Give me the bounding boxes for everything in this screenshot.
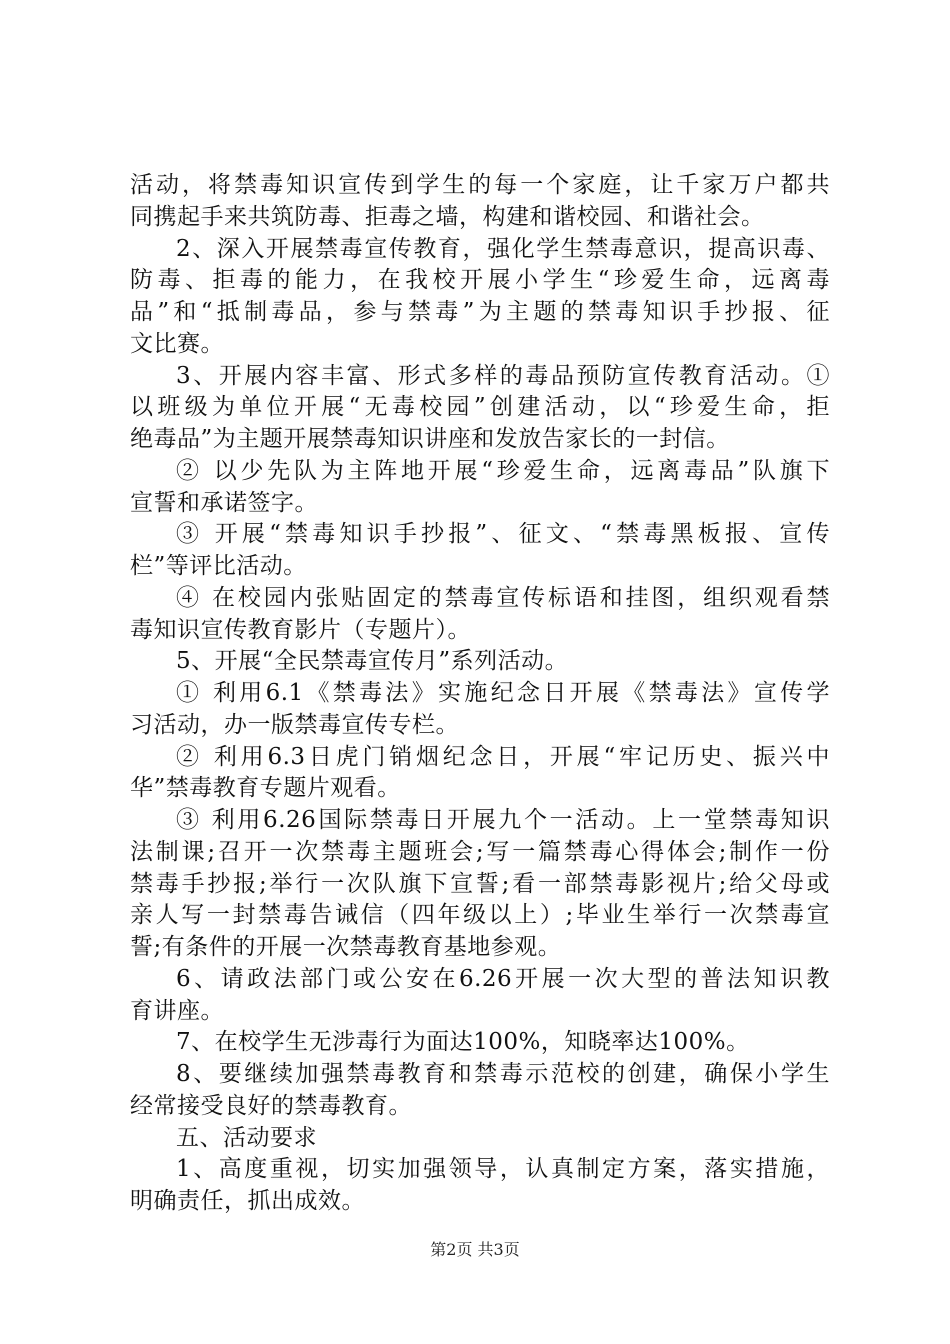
text-line: ③ 利用6.26国际禁毒日开展九个一活动。上一堂禁毒知识: [176, 807, 830, 833]
text-line: 宣誓和承诺签字。: [130, 489, 318, 516]
text-line: 以班级为单位开展“无毒校园”创建活动，以“珍爱生命，拒: [130, 394, 830, 421]
text-line: 8、要继续加强禁毒教育和禁毒示范校的创建，确保小学生: [176, 1061, 830, 1087]
page-number-footer: 第2页 共3页: [430, 1240, 520, 1259]
text-line: ① 利用6.1《禁毒法》实施纪念日开展《禁毒法》宣传学: [176, 680, 830, 706]
text-line: 6、请政法部门或公安在6.26开展一次大型的普法知识教: [176, 965, 830, 992]
text-line: 1、高度重视，切实加强领导，认真制定方案，落实措施，: [176, 1156, 830, 1183]
document-body: [130, 170, 830, 1218]
text-line: ③ 开展“禁毒知识手抄报”、征文、“禁毒黑板报、宣传: [176, 521, 830, 548]
section-heading: 五、活动要求: [176, 1124, 317, 1151]
text-line: 毒知识宣传教育影片（专题片）。: [130, 616, 471, 643]
text-line: ② 利用6.3日虎门销烟纪念日，开展“牢记历史、振兴中: [176, 743, 830, 770]
text-line: ② 以少先队为主阵地开展“珍爱生命，远离毒品”队旗下: [176, 457, 830, 484]
text-line: 5、开展“全民禁毒宣传月”系列活动。: [176, 648, 569, 675]
text-line: 防毒、拒毒的能力，在我校开展小学生“珍爱生命，远离毒: [130, 267, 830, 294]
text-line: 经常接受良好的禁毒教育。: [130, 1092, 412, 1119]
text-line: 活动，将禁毒知识宣传到学生的每一个家庭，让千家万户都共: [130, 172, 830, 198]
text-line: 禁毒手抄报;举行一次队旗下宣誓;看一部禁毒影视片;给父母或: [130, 870, 830, 897]
text-line: 栏”等评比活动。: [130, 553, 307, 579]
text-line: 文比赛。: [130, 330, 224, 357]
text-line: 3、开展内容丰富、形式多样的毒品预防宣传教育活动。①: [176, 362, 830, 389]
text-line: 育讲座。: [130, 997, 224, 1024]
text-line: 明确责任，抓出成效。: [130, 1188, 365, 1214]
text-line: 誓;有条件的开展一次禁毒教育基地参观。: [130, 934, 562, 960]
text-line: ④ 在校园内张贴固定的禁毒宣传标语和挂图，组织观看禁: [176, 584, 830, 611]
text-line: 亲人写一封禁毒告诫信（四年级以上）;毕业生举行一次禁毒宣: [130, 902, 830, 929]
text-line: 法制课;召开一次禁毒主题班会;写一篇禁毒心得体会;制作一份: [130, 838, 830, 865]
text-line: 7、在校学生无涉毒行为面达100%，知晓率达100%。: [176, 1029, 750, 1056]
text-line: 习活动，办一版禁毒宣传专栏。: [130, 711, 459, 738]
text-line: 2、深入开展禁毒宣传教育，强化学生禁毒意识，提高识毒、: [176, 235, 830, 262]
text-line: 品”和“抵制毒品，参与禁毒”为主题的禁毒知识手抄报、征: [130, 299, 830, 325]
text-line: 绝毒品”为主题开展禁毒知识讲座和发放告家长的一封信。: [130, 426, 730, 452]
text-line: 华”禁毒教育专题片观看。: [130, 775, 401, 802]
text-line: 同携起手来共筑防毒、拒毒之墙，构建和谐校园、和谐社会。: [130, 203, 765, 230]
